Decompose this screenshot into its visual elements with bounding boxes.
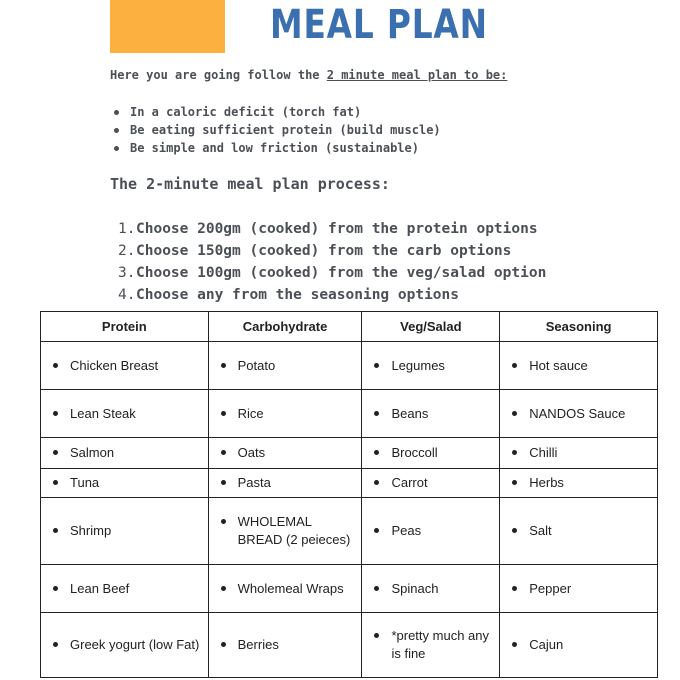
process-heading: The 2-minute meal plan process: [110,175,390,193]
goals-list [114,103,441,157]
bullet-icon [374,586,379,591]
table-cell: Rice [208,390,362,438]
goal-item: Be simple and low friction (sustainable) [114,139,441,157]
table-cell: Legumes [362,342,500,390]
intro-plan-link: 2 minute meal plan to be: [326,68,508,82]
bullet-icon [114,146,119,151]
header-veg-salad: Veg/Salad [362,312,500,342]
bullet-icon [374,363,379,368]
bullet-icon [221,519,226,524]
table-cell: Salmon [41,438,209,469]
table-row [41,565,658,613]
bullet-icon [53,480,58,485]
goal-item: In a caloric deficit (torch fat) [114,103,441,121]
table-cell: Wholemeal Wraps [208,565,362,613]
table-cell: Broccoll [362,438,500,469]
header-carbohydrate: Carbohydrate [208,312,362,342]
bullet-icon [53,586,58,591]
table-cell: Tuna [41,469,209,498]
table-cell: Salt [500,498,658,565]
bullet-icon [512,363,517,368]
header-seasoning: Seasoning [500,312,658,342]
bullet-icon [221,642,226,647]
table-cell: Herbs [500,469,658,498]
bullet-icon [221,450,226,455]
bullet-icon [512,411,517,416]
table-cell: *pretty much any is fine [362,613,500,678]
page-title: MEAL PLAN [270,2,488,48]
bullet-icon [221,411,226,416]
bullet-icon [114,128,119,133]
bullet-icon [114,110,119,115]
table-cell: Chilli [500,438,658,469]
bullet-icon [221,480,226,485]
bullet-icon [374,411,379,416]
table-cell: NANDOS Sauce [500,390,658,438]
table-header-row [41,312,658,342]
table-cell: Carrot [362,469,500,498]
table-cell: WHOLEMAL BREAD (2 peieces) [208,498,362,565]
bullet-icon [221,586,226,591]
table-cell: Beans [362,390,500,438]
process-step: 1.Choose 200gm (cooked) from the protein options [118,221,538,237]
intro-prefix: Here you are going follow the [110,68,327,82]
process-step: 3.Choose 100gm (cooked) from the veg/salad option [118,265,547,281]
table-row [41,613,658,678]
table-cell: Peas [362,498,500,565]
goal-item: Be eating sufficient protein (build muscle) [114,121,441,139]
table-cell: Berries [208,613,362,678]
bullet-icon [53,411,58,416]
table-cell: Greek yogurt (low Fat) [41,613,209,678]
intro-text [110,68,507,82]
table-cell: Chicken Breast [41,342,209,390]
header-protein: Protein [41,312,209,342]
process-steps-list [118,218,546,306]
table-row [41,469,658,498]
table-cell: Shrimp [41,498,209,565]
bullet-icon [221,363,226,368]
bullet-icon [53,363,58,368]
orange-accent-block [110,0,225,53]
table-row [41,342,658,390]
table-cell: Cajun [500,613,658,678]
bullet-icon [512,528,517,533]
table-cell: Potato [208,342,362,390]
bullet-icon [374,450,379,455]
process-step: 4.Choose any from the seasoning options [118,287,460,303]
bullet-icon [512,450,517,455]
table-row [41,498,658,565]
bullet-icon [53,528,58,533]
table-cell: Hot sauce [500,342,658,390]
table-cell: Pasta [208,469,362,498]
bullet-icon [512,586,517,591]
table-cell: Pepper [500,565,658,613]
table-cell: Spinach [362,565,500,613]
process-step: 2.Choose 150gm (cooked) from the carb options [118,243,512,259]
meal-options-table [40,311,658,678]
table-cell: Lean Beef [41,565,209,613]
table-row [41,438,658,469]
table-cell: Lean Steak [41,390,209,438]
bullet-icon [512,480,517,485]
bullet-icon [512,642,517,647]
table-row [41,390,658,438]
bullet-icon [374,528,379,533]
bullet-icon [374,480,379,485]
bullet-icon [53,450,58,455]
bullet-icon [53,642,58,647]
bullet-icon [374,633,379,638]
table-cell: Oats [208,438,362,469]
